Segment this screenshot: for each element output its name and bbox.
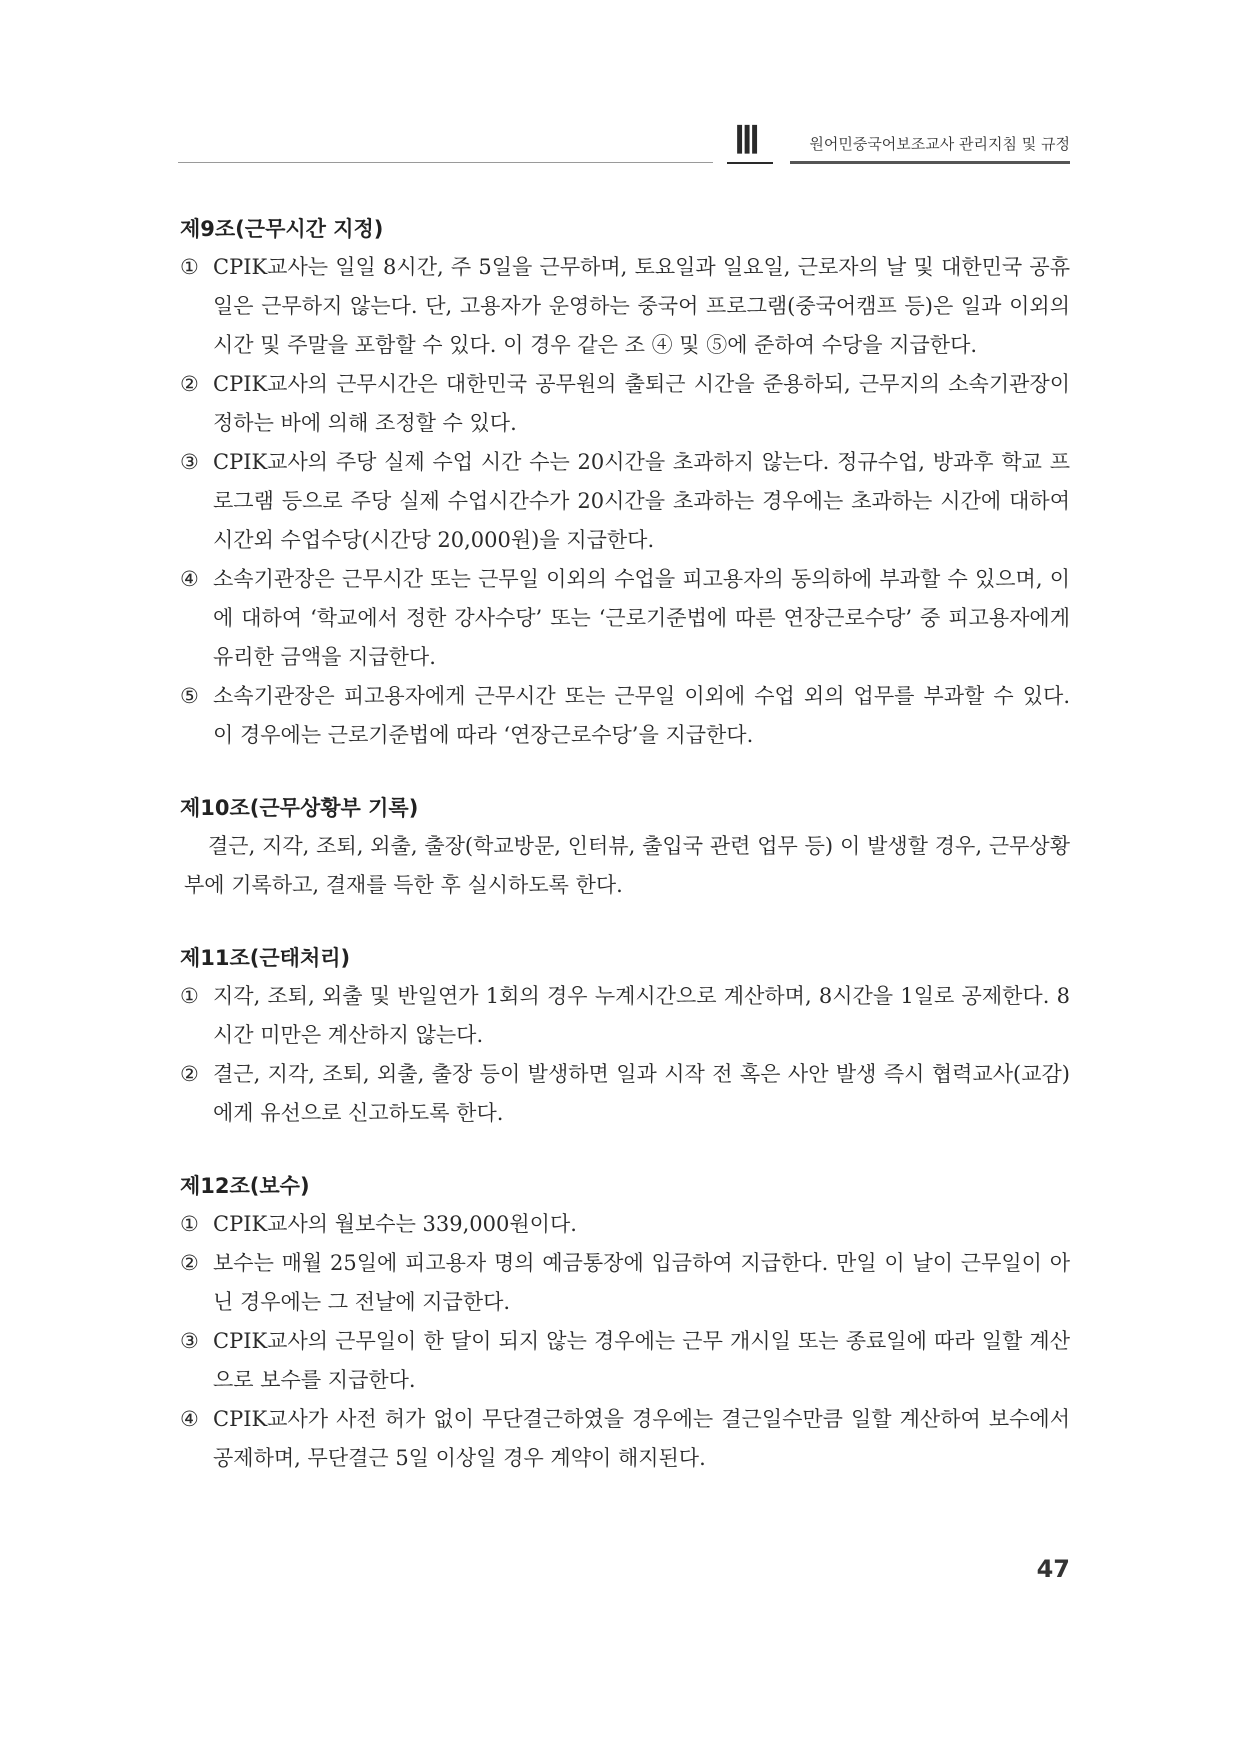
list-item (180, 977, 1070, 1055)
list-item (180, 1322, 1070, 1400)
item-text: CPIK교사의 주당 실제 수업 시간 수는 20시간을 초과하지 않는다. 정규수업, 방과후 학교 프로그램 등으로 주당 실제 수업시간수가 20시간을 초과하는 경우에는 초과하는 시간에 대하여 시간외 수업수당(시간당 20,000원)을 지급한다. (213, 450, 1070, 552)
item-number: ③ (180, 1329, 199, 1353)
list-item (180, 443, 1070, 560)
article-title: 제9조(근무시간 지정) (180, 217, 384, 241)
item-number: ② (180, 1062, 199, 1086)
item-number: ② (180, 372, 199, 396)
document-body (180, 214, 1070, 1516)
item-text: CPIK교사가 사전 허가 없이 무단결근하였을 경우에는 결근일수만큼 일할 계산하여 보수에서 공제하며, 무단결근 5일 이상일 경우 계약이 해지된다. (213, 1407, 1070, 1470)
item-text: CPIK교사의 근무시간은 대한민국 공무원의 출퇴근 시간을 준용하되, 근무지의 소속기관장이 정하는 바에 의해 조정할 수 있다. (213, 372, 1070, 435)
item-text: 보수는 매월 25일에 피고용자 명의 예금통장에 입금하여 지급한다. 만일 이 날이 근무일이 아닌 경우에는 그 전날에 지급한다. (213, 1251, 1070, 1314)
article-paragraph: 결근, 지각, 조퇴, 외출, 출장(학교방문, 인터뷰, 출입국 관련 업무 등) 이 발생할 경우, 근무상황부에 기록하고, 결재를 득한 후 실시하도록 한다. (184, 834, 1070, 897)
item-text: 소속기관장은 근무시간 또는 근무일 이외의 수업을 피고용자의 동의하에 부과할 수 있으며, 이에 대하여 ‘학교에서 정한 강사수당’ 또는 ‘근로기준법에 따른 연장근로수당’ 중 피고용자에게 유리한 금액을 지급한다. (213, 567, 1070, 669)
list-item (180, 1055, 1070, 1133)
item-text: CPIK교사의 근무일이 한 달이 되지 않는 경우에는 근무 개시일 또는 종료일에 따라 일할 계산으로 보수를 지급한다. (213, 1329, 1070, 1392)
article-10 (180, 793, 1070, 905)
running-title: 원어민중국어보조교사 관리지침 및 규정 (809, 135, 1070, 153)
article-11 (180, 943, 1070, 1133)
item-number: ⑤ (180, 684, 199, 708)
item-text: 결근, 지각, 조퇴, 외출, 출장 등이 발생하면 일과 시작 전 혹은 사안 발생 즉시 협력교사(교감)에게 유선으로 신고하도록 한다. (213, 1062, 1070, 1125)
list-item (180, 365, 1070, 443)
item-number: ① (180, 984, 199, 1008)
item-number: ③ (180, 450, 199, 474)
header-rule-left (178, 162, 713, 163)
header-rule-right (790, 161, 1070, 164)
page-header (178, 118, 1070, 164)
item-text: CPIK교사는 일일 8시간, 주 5일을 근무하며, 토요일과 일요일, 근로자의 날 및 대한민국 공휴일은 근무하지 않는다. 단, 고용자가 운영하는 중국어 프로그램(중국어캠프 등)은 일과 이외의 시간 및 주말을 포함할 수 있다. 이 경우 같은 조 ④ 및 ⑤에 준하여 수당을 지급한다. (213, 255, 1070, 357)
item-number: ① (180, 255, 199, 279)
list-item (180, 1205, 1070, 1244)
item-number: ② (180, 1251, 199, 1275)
item-text: 지각, 조퇴, 외출 및 반일연가 1회의 경우 누계시간으로 계산하며, 8시간을 1일로 공제한다. 8시간 미만은 계산하지 않는다. (213, 984, 1070, 1047)
list-item (180, 248, 1070, 365)
page-number: 47 (1036, 1555, 1070, 1583)
list-item (180, 1244, 1070, 1322)
article-title: 제10조(근무상황부 기록) (180, 796, 419, 820)
list-item (180, 1400, 1070, 1478)
item-text: CPIK교사의 월보수는 339,000원이다. (213, 1212, 577, 1236)
chapter-underline (727, 162, 773, 164)
item-number: ④ (180, 567, 199, 591)
chapter-number: Ⅲ (734, 120, 759, 162)
list-item (180, 677, 1070, 755)
item-number: ① (180, 1212, 199, 1236)
article-12 (180, 1171, 1070, 1478)
item-number: ④ (180, 1407, 199, 1431)
article-9 (180, 214, 1070, 755)
article-title: 제12조(보수) (180, 1174, 310, 1198)
article-title: 제11조(근태처리) (180, 946, 351, 970)
item-text: 소속기관장은 피고용자에게 근무시간 또는 근무일 이외에 수업 외의 업무를 부과할 수 있다. 이 경우에는 근로기준법에 따라 ‘연장근로수당’을 지급한다. (213, 684, 1070, 747)
list-item (180, 560, 1070, 677)
